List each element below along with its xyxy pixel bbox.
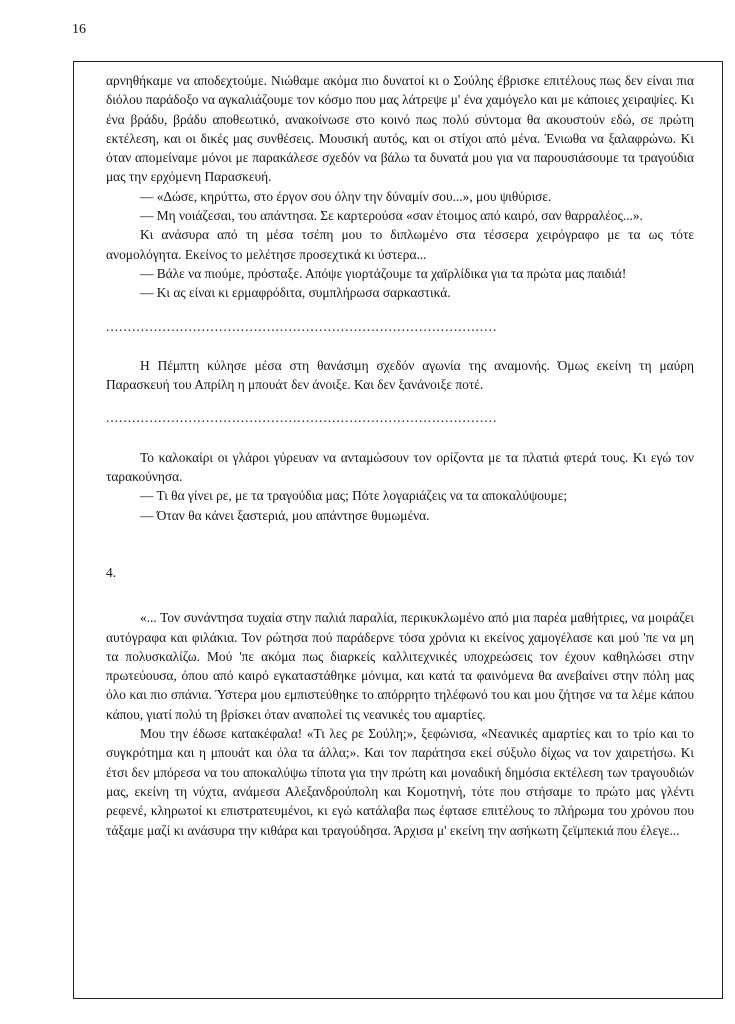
paragraph: αρνηθήκαμε να αποδεχτούμε. Νιώθαμε ακόμα πιο δυνατοί κι ο Σούλης έβρισκε επιτέλους πως δεν είναι πια διόλου παράδοξο να αγκαλιάζουμε τον κόσμο που μας λάτρεψε μ' ένα χαμόγελο και με κάποιες χειραψίες. Κι ένα βράδυ, βράδυ αποθεωτικό, ανακοίνωσε στο κοινό πως πολύ σύντομα θα ακουστούν εδώ, σε πρώτη εκτέλεση, και οι δικές μας συνθέσεις. Μουσική αυτός, και οι στίχοι από μένα. Ένιωθα να ξαλαφρώνω. Κι όταν απομείναμε μόνοι με παρακάλεσε σχεδόν να βάλω τα δυνατά μου για να παρουσιάσουμε τα τραγούδια μας την ερχόμενη Παρασκευή. (106, 73, 694, 185)
paragraph: Μου την έδωσε κατακέφαλα! «Τι λες ρε Σούλη;», ξεφώνισα, «Νεανικές αμαρτίες και το τρίο και το συγκρότημα και η μπουάτ και όλα τα άλλα;». Και τον παράτησα εκεί σύξυλο δίχως να τον χαιρετήσω. Κι έτσι δεν μπόρεσα να του αποκαλύψω τίποτα για την πρώτη και μοναδική δημόσια εκτέλεση των τραγουδιών μας, εκείνη τη νύχτα, ανάμεσα Αλεξανδρούπολη και Κομοτηνή, τότε που στήσαμε το πρώτο μας γλέντι ρεφενέ, κληρωτοί κι επιστρατευμένοι, κι εγώ κατάλαβα πως έφτασε επιτέλους το πλήρωμα του χρόνου που τάξαμε μαζί κι ανάσυρα την κιθάρα και τραγούδησα. Άρχισα μ' εκείνη την ασήκωτη ζεϊμπεκιά που έλεγε... (106, 726, 694, 838)
dialogue-line: — Όταν θα κάνει ξαστεριά, μου απάντησε θυμωμένα. (140, 507, 430, 523)
dialogue-line: — Κι ας είναι κι ερμαφρόδιτα, συμπλήρωσα σαρκαστικά. (140, 285, 451, 301)
page-body (106, 71, 694, 840)
dialogue-line: — Τι θα γίνει ρε, με τα τραγούδια μας; Πότε λογαριάζεις να τα αποκαλύψουμε; (140, 488, 568, 504)
dialogue-line: — «Δώσε, κηρύττω, στο έργον σου όλην την δύναμίν σου...», μου ψιθύρισε. (140, 188, 552, 204)
scene-break-dots: .......................................................................................... (106, 410, 498, 426)
paragraph: «... Τον συνάντησα τυχαία στην παλιά παραλία, περικυκλωμένο από μια παρέα μαθήτριες, να μοιράζει αυτόγραφα και φιλάκια. Τον ρώτησα πού παράδερνε τόσα χρόνια κι εκείνος χαμογέλασε και μού 'πε να μη τα πολυσκαλίζω. Μού 'πε ακόμα πως διαρκείς καλλιτεχνικές υποχρεώσεις τον έχουν καθηλώσει στην πρωτεύουσα, όπου από καιρό εγκαταστάθηκε μόνιμα, και κατά τα φαινόμενα θα ανεβαίνει στην πόλη μας όλο και πιο σπάνια. Ύστερα μου εμπιστεύθηκε το απόρρητο τηλέφωνό του και μου ζήτησε να τα λέμε κάπου κάπου, γιατί πολύ τη βρίσκει όταν αναπολεί τις νεανικές του αμαρτίες. (106, 610, 694, 722)
scene-break-dots: .......................................................................................... (106, 318, 498, 334)
dialogue-line: — Βάλε να πιούμε, πρόσταξε. Απόψε γιορτάζουμε τα χαϊρλίδικα για τα πρώτα μας παιδιά! (140, 265, 627, 281)
page-number: 16 (72, 22, 86, 37)
paragraph: Κι ανάσυρα από τη μέσα τσέπη μου το διπλωμένο στα τέσσερα χειρόγραφο με τα ως τότε ανομολόγητα. Εκείνος το μελέτησε προσεχτικά κι ύστερα... (106, 227, 694, 262)
paragraph: Η Πέμπτη κύλησε μέσα στη θανάσιμη σχεδόν αγωνία της αναμονής. Όμως εκείνη τη μαύρη Παρασκευή του Απρίλη η μπουάτ δεν άνοιξε. Και δεν ξανάνοιξε ποτέ. (106, 357, 694, 393)
paragraph: Το καλοκαίρι οι γλάροι γύρευαν να ανταμώσουν τον ορίζοντα με τα πλατιά φτερά τους. Κι εγώ τον ταρακούνησα. (106, 449, 694, 485)
section-heading: 4. (106, 564, 117, 580)
dialogue-line: — Μη νοιάζεσαι, του απάντησα. Σε καρτερούσα «σαν έτοιμος από καιρό, σαν θαρραλέος...». (140, 208, 643, 224)
